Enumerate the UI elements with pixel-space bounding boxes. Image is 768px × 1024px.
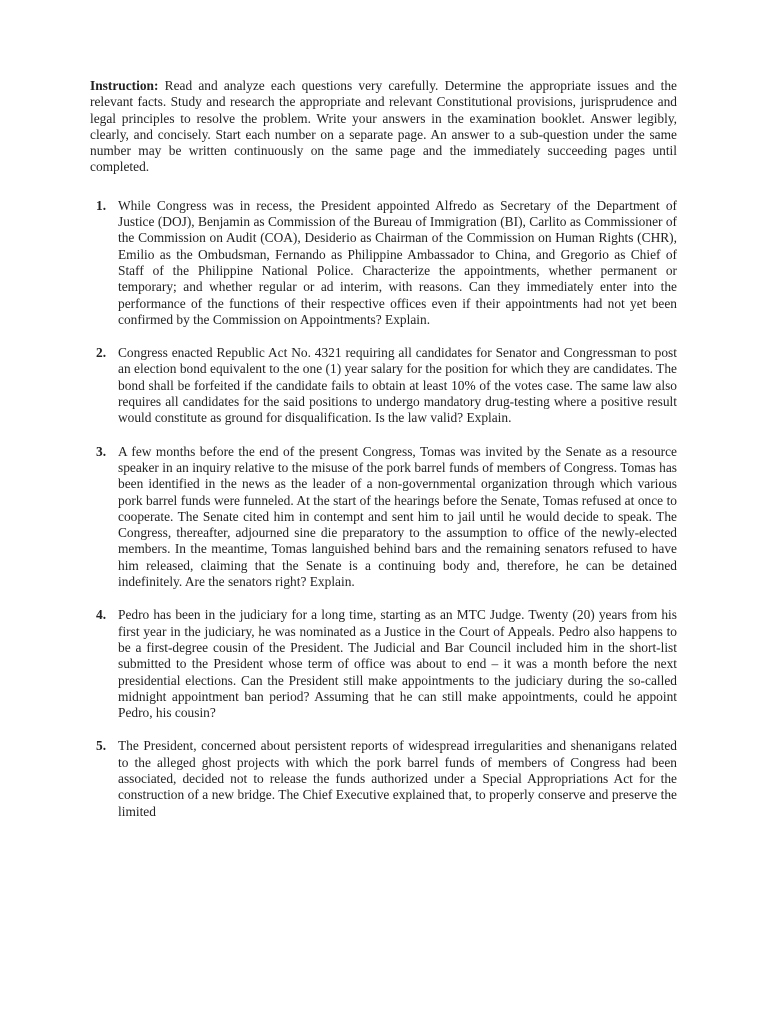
question-number: 4. [96,607,107,623]
question-1 [90,198,677,328]
instruction-paragraph [90,78,677,176]
question-2 [90,345,677,426]
instruction-label: Instruction: [90,78,159,93]
question-4 [90,607,677,721]
question-text: A few months before the end of the present Congress, Tomas was invited by the Senate as a resource speaker in an inquiry relative to the misuse of the pork barrel funds of members of Congress. Tomas has been identified in the news as the leader of a non-governmental organization through which various pork barrel funds were funneled. At the start of the hearings before the Senate, Tomas refused at once to cooperate. The Senate cited him in contempt and sent him to jail until he would decide to speak. The Congress, thereafter, adjourned sine die preparatory to the assumption to office of the newly-elected members. In the meantime, Tomas languished behind bars and the remaining senators refused to have him released, claiming that the Senate is a continuing body and, therefore, he can be detained indefinitely. Are the senators right? Explain. [118,443,677,590]
question-number: 5. [96,738,107,754]
question-text: While Congress was in recess, the President appointed Alfredo as Secretary of the Department of Justice (DOJ), Benjamin as Commission of the Bureau of Immigration (BI), Carlito as Commissioner of the Commission on Audit (COA), Desiderio as Chairman of the Commission on Human Rights (CHR), Emilio as the Ombudsman, Fernando as Philippine Ambassador to China, and Gregorio as Chief of Staff of the Philippine National Police. Characterize the appointments, whether permanent or temporary; and whether regular or ad interim, with reasons. Can they immediately enter into the performance of the functions of their respective offices even if their appointments had not yet been confirmed by the Commission on Appointments? Explain. [118,197,677,327]
question-number: 2. [96,345,107,361]
exam-page [90,78,677,837]
question-5 [90,738,677,819]
question-text: Congress enacted Republic Act No. 4321 requiring all candidates for Senator and Congressman to post an election bond equivalent to the one (1) year salary for the position for which they are candidates. The bond shall be forfeited if the candidate fails to obtain at least 10% of the votes case. The same law also requires all candidates for the said positions to undergo mandatory drug-testing where a positive result would constitute as ground for disqualification. Is the law valid? Explain. [118,345,677,426]
question-number: 3. [96,443,107,459]
question-text: The President, concerned about persistent reports of widespread irregularities and shenanigans related to the alleged ghost projects with which the pork barrel funds of members of Congress had been associated, decided not to release the funds authorized under a Special Appropriations Act for the construction of a new bridge. The Chief Executive explained that, to properly conserve and preserve the limited [118,738,677,819]
instruction-text: Read and analyze each questions very carefully. Determine the appropriate issues and the relevant facts. Study and research the appropriate and relevant Constitutional provisions, jurisprudence and legal principles to resolve the problem. Write your answers in the examination booklet. Answer legibly, clearly, and concisely. Start each number on a separate page. An answer to a sub-question under the same number may be written continuously on the same page and the immediately succeeding pages until completed. [90,78,677,175]
question-list [90,198,677,820]
question-text: Pedro has been in the judiciary for a long time, starting as an MTC Judge. Twenty (20) years from his first year in the judiciary, he was nominated as a Justice in the Court of Appeals. Pedro also happens to be a first-degree cousin of the President. The Judicial and Bar Council included him in the short-list submitted to the President whose term of office was about to end – it was a month before the next presidential elections. Can the President still make appointments to the judiciary during the so-called midnight appointment ban period? Assuming that he can still make appointments, could he appoint Pedro, his cousin? [118,607,677,721]
question-3 [90,444,677,591]
question-number: 1. [96,197,107,213]
